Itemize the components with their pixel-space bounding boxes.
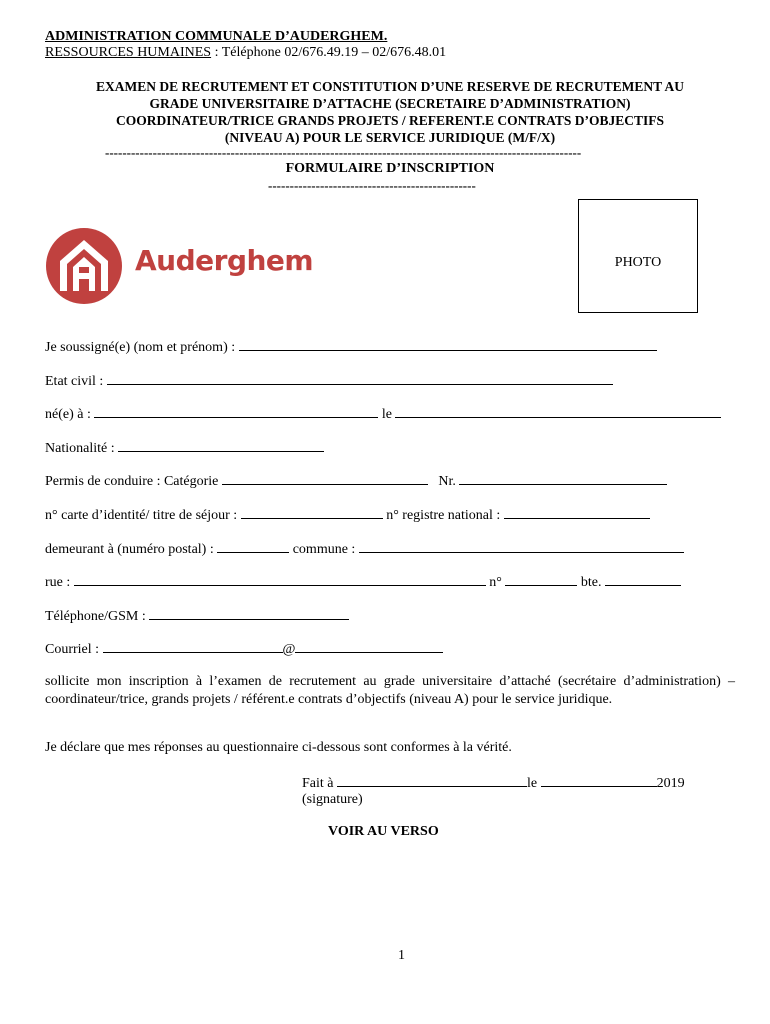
department-name: RESSOURCES HUMAINES xyxy=(45,45,212,60)
national-register-field[interactable] xyxy=(504,506,650,519)
form-title: FORMULAIRE D’INSCRIPTION xyxy=(285,161,495,176)
born-at-label: né(e) à : xyxy=(45,407,91,422)
separator-short: ------------------------------------------------ xyxy=(268,178,476,193)
id-card-field[interactable] xyxy=(241,506,383,519)
name-label: Je soussigné(e) (nom et prénom) : xyxy=(45,340,236,355)
photo-box[interactable] xyxy=(578,199,698,313)
commune-field[interactable] xyxy=(359,540,684,553)
done-at-field[interactable] xyxy=(337,774,527,787)
separator-long: -------------------------------------------------------------------------------------------------------------- xyxy=(105,145,582,160)
page-number: 1 xyxy=(398,948,405,963)
name-row xyxy=(45,338,657,356)
email-user-field[interactable] xyxy=(103,640,283,653)
request-paragraph: sollicite mon inscription à l’examen de recrutement au grade universitaire d’attaché (secrétaire d’administration) – coordinateur/trice, grands projets / référent.e contrats d’objectifs (niveau A) pour le service juridique. xyxy=(45,674,735,707)
national-register-label: n° registre national : xyxy=(386,508,501,523)
organization-header: ADMINISTRATION COMMUNALE D’AUDERGHEM. xyxy=(45,29,388,44)
box-label: bte. xyxy=(580,575,602,590)
department-line xyxy=(45,45,446,61)
email-row xyxy=(45,640,443,658)
civil-label: Etat civil : xyxy=(45,374,104,389)
exam-title-line-4: (NIVEAU A) POUR LE SERVICE JURIDIQUE (M/F/X) xyxy=(224,130,556,145)
email-domain-field[interactable] xyxy=(295,640,443,653)
email-at-sign: @ xyxy=(282,642,296,657)
exam-title-line-3: COORDINATEUR/TRICE GRANDS PROJETS / REFERENT.E CONTRATS D’OBJECTIFS xyxy=(116,113,664,128)
street-row xyxy=(45,573,681,591)
exam-title-line-2: GRADE UNIVERSITAIRE D’ATTACHE (SECRETAIRE D’ADMINISTRATION) xyxy=(149,96,631,111)
born-on-field[interactable] xyxy=(395,405,721,418)
street-label: rue : xyxy=(45,575,71,590)
nationality-field[interactable] xyxy=(118,439,324,452)
phone-label: Téléphone/GSM : xyxy=(45,609,146,624)
born-on-label: le xyxy=(381,407,392,422)
born-at-field[interactable] xyxy=(94,405,378,418)
license-number-label: Nr. xyxy=(438,474,456,489)
signature-date-label: le xyxy=(527,776,538,791)
id-card-label: n° carte d’identité/ titre de séjour : xyxy=(45,508,238,523)
license-category-label: Permis de conduire : Catégorie xyxy=(45,474,219,489)
nationality-row xyxy=(45,439,324,457)
house-number-label: n° xyxy=(489,575,502,590)
residence-row xyxy=(45,540,684,558)
exam-title xyxy=(40,78,740,146)
house-number-field[interactable] xyxy=(505,573,577,586)
name-field[interactable] xyxy=(239,338,657,351)
box-field[interactable] xyxy=(605,573,681,586)
commune-label: commune : xyxy=(292,542,356,557)
auderghem-logo xyxy=(44,227,314,305)
logo-wordmark: Auderghem xyxy=(135,244,314,277)
signature-date-field[interactable] xyxy=(541,774,657,787)
postal-code-field[interactable] xyxy=(217,540,289,553)
nationality-label: Nationalité : xyxy=(45,441,115,456)
postal-code-label: demeurant à (numéro postal) : xyxy=(45,542,214,557)
identity-row xyxy=(45,506,650,524)
email-label: Courriel : xyxy=(45,642,100,657)
done-at-label: Fait à xyxy=(302,776,334,791)
see-verso-note: VOIR AU VERSO xyxy=(328,824,439,839)
license-row xyxy=(45,472,667,490)
phone-numbers: : Téléphone 02/676.49.19 – 02/676.48.01 xyxy=(211,45,447,60)
signature-year: 2019 xyxy=(656,776,685,791)
phone-field[interactable] xyxy=(149,607,349,620)
auderghem-house-logo-icon xyxy=(44,227,124,305)
signature-label: (signature) xyxy=(302,792,363,807)
street-field[interactable] xyxy=(74,573,486,586)
license-category-field[interactable] xyxy=(222,472,428,485)
phone-row xyxy=(45,607,349,625)
exam-title-line-1: EXAMEN DE RECRUTEMENT ET CONSTITUTION D’UNE RESERVE DE RECRUTEMENT AU xyxy=(95,79,684,94)
birth-row xyxy=(45,405,721,423)
license-number-field[interactable] xyxy=(459,472,667,485)
signature-place-date-row xyxy=(302,774,685,792)
photo-label: PHOTO xyxy=(614,255,662,270)
civil-field[interactable] xyxy=(107,372,613,385)
declaration: Je déclare que mes réponses au questionnaire ci-dessous sont conformes à la vérité. xyxy=(45,740,512,755)
civil-row xyxy=(45,372,613,390)
